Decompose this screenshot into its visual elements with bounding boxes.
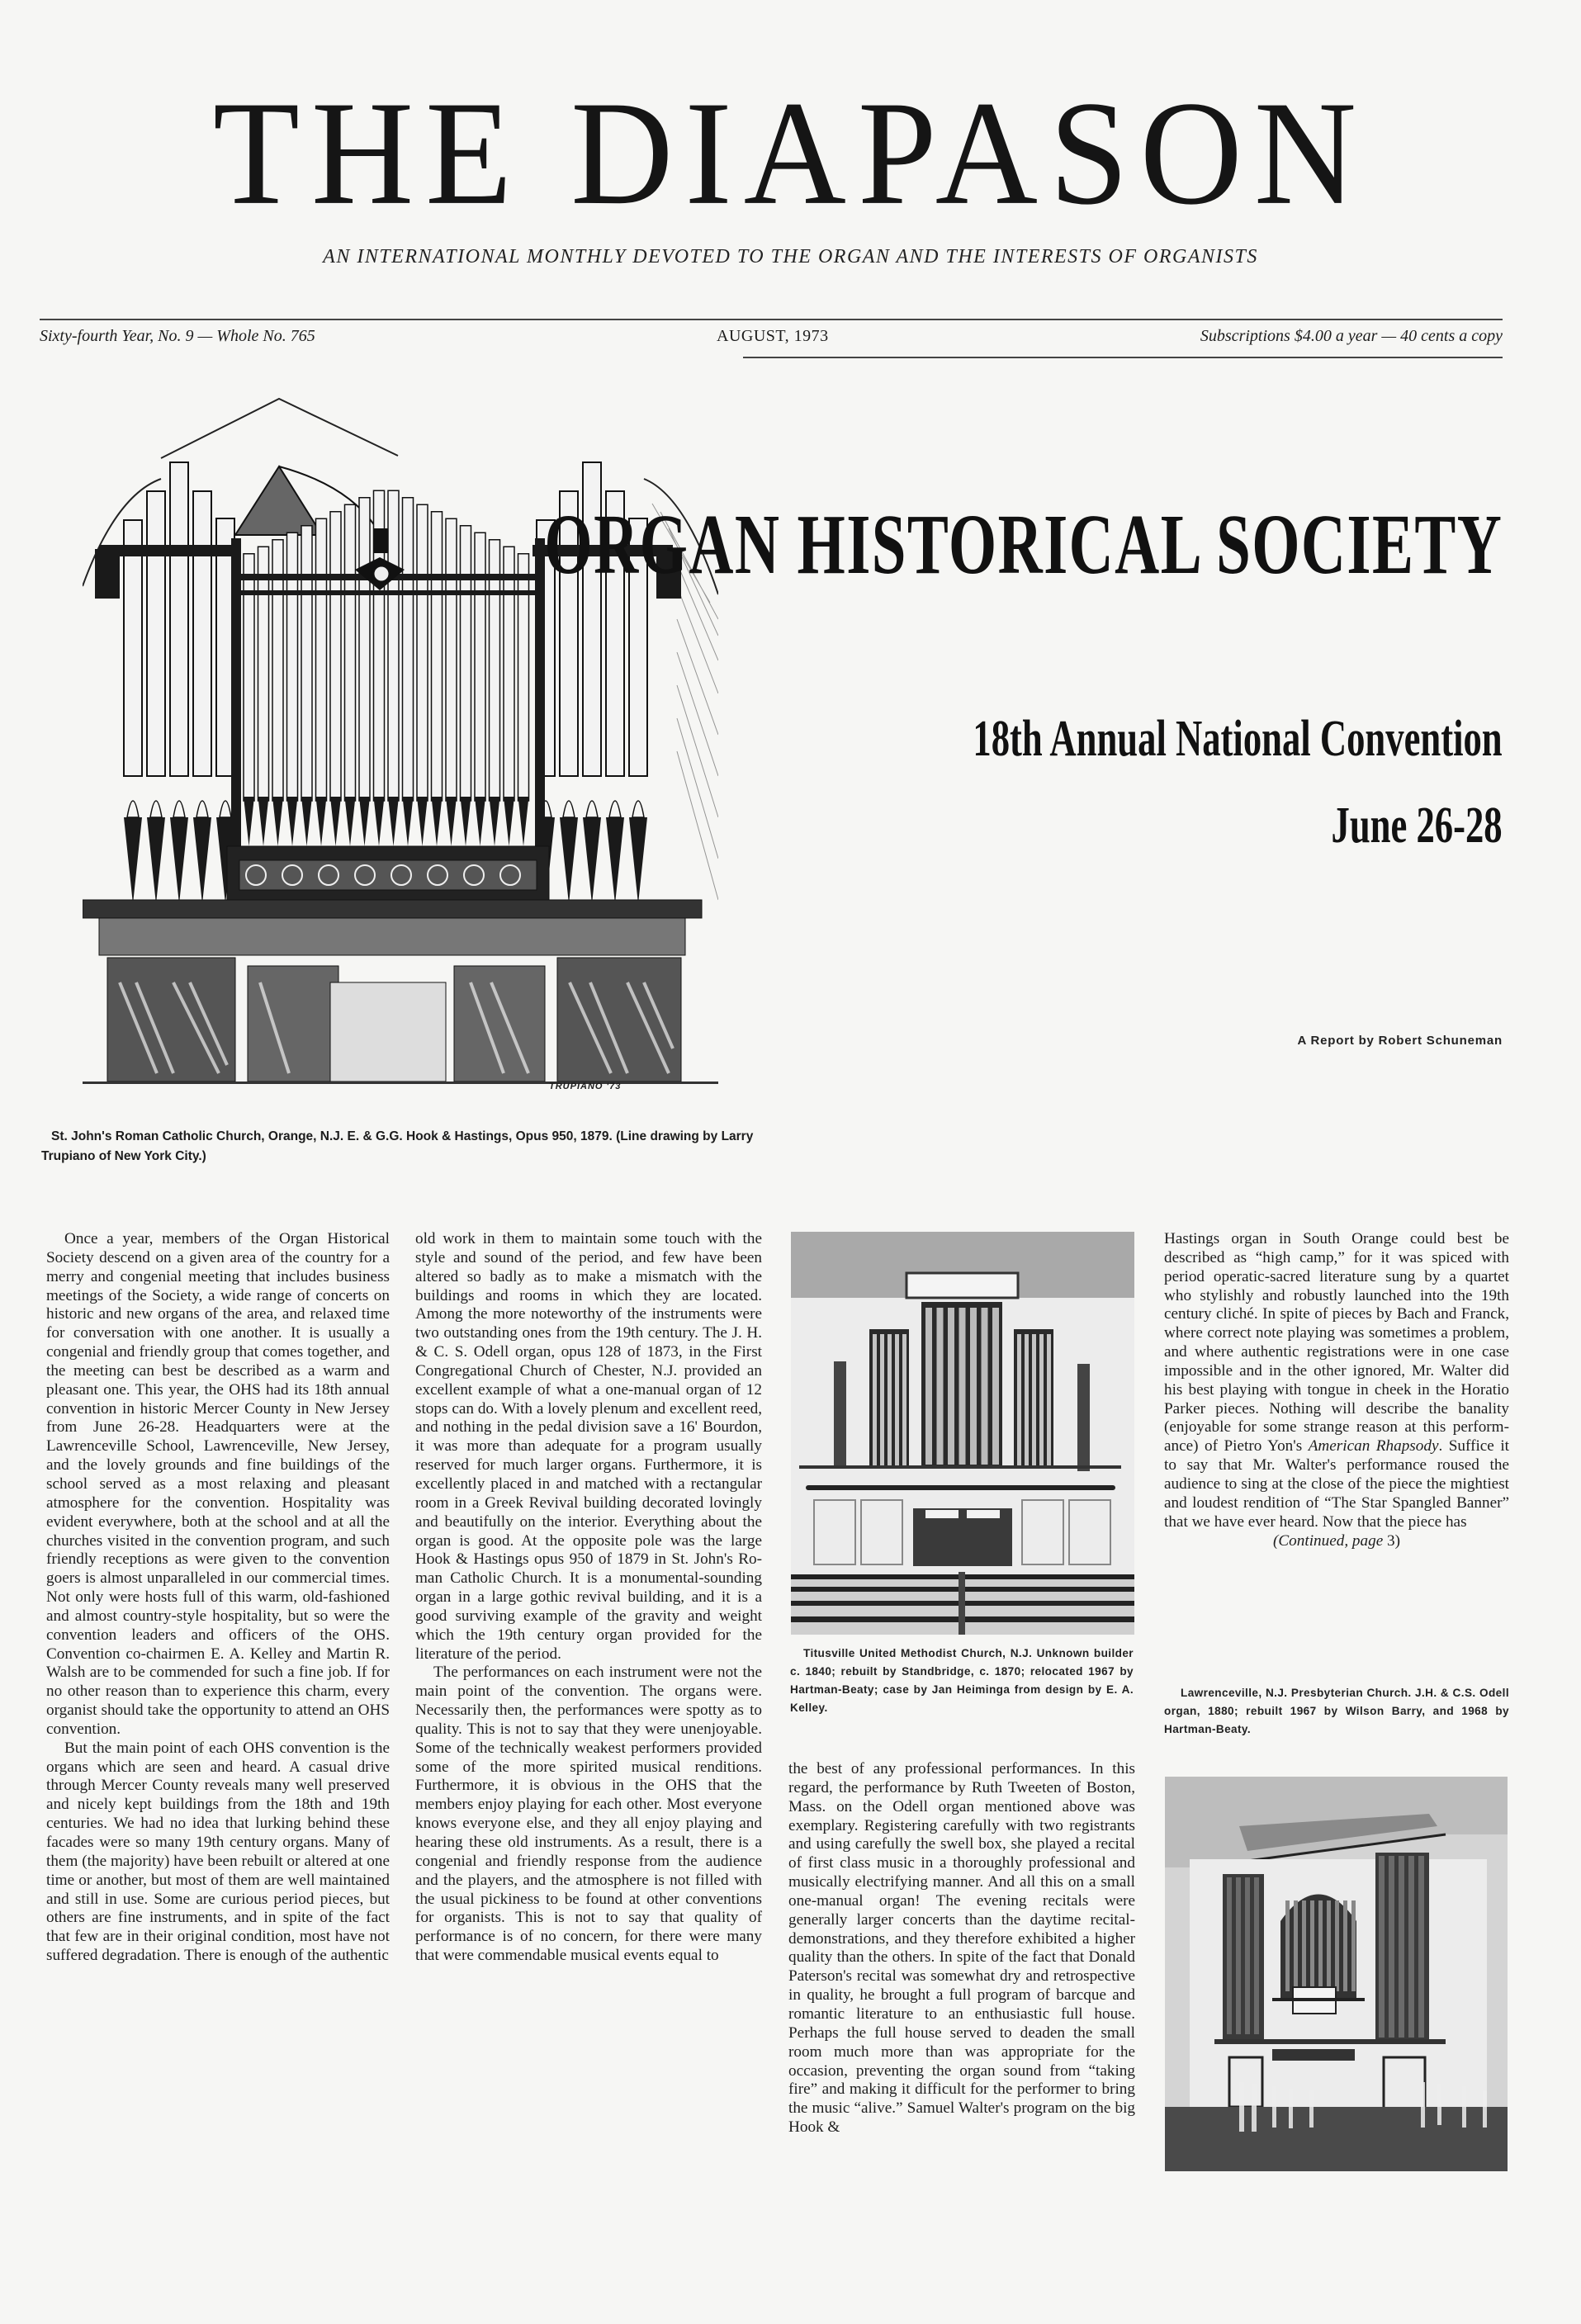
pipe bbox=[1032, 1334, 1036, 1466]
pipe bbox=[959, 1308, 966, 1465]
pipe bbox=[1318, 1900, 1323, 1991]
pipe-foot bbox=[475, 797, 485, 846]
headline-subtitle: 18th Annual National Convention bbox=[973, 711, 1503, 767]
pipe bbox=[461, 526, 471, 801]
pipe bbox=[446, 518, 457, 801]
pipe-foot bbox=[359, 797, 370, 846]
pipe-foot bbox=[124, 817, 142, 904]
issue-info-row bbox=[40, 327, 1503, 352]
drawing-signature: TRUPIANO '73 bbox=[549, 1082, 622, 1091]
article-column-3 bbox=[788, 1760, 1135, 2137]
continued-jump-link[interactable]: (Continued, page 3) bbox=[1272, 1531, 1400, 1550]
pipe bbox=[1227, 1877, 1232, 2034]
pipe-foot bbox=[147, 817, 165, 904]
pipe bbox=[1327, 1900, 1331, 1991]
paragraph: the best of any professional performances. In this regard, the performance by Ruth Tweeten of Boston, Mass. on the Odell organ mentioned above was exemplary. Registering carefully with two registrants and using carefully the swell box, she played a recital of first class music in a thoroughly professional and musically electrifying manner. And all this on a small one-manual organ! The evening recitals were generally larger concerts than the daytime recital-demonstrations, and they therefore exhibited a higher quality than the others. In spite of the fact that Donald Paterson's recital was somewhat dry and retrospective in quality, he brought a full program of barcque and romantic literature to an enthusiastic full house. Perhaps the full house served to deaden the small room much more than was appropriate for the occasion, preventing the organ sound from “taking fire” and making it difficult for the performer to bring the music “alive.” Samuel Walter's program on the big Hook & bbox=[788, 1760, 1135, 2137]
pipe bbox=[895, 1334, 899, 1466]
photo-caption-titusville: Titusville United Methodist Church, N.J. Unknown builder c. 1840; rebuilt by Standbridge, c. 1870; relocated 1967 by Hartman-Beaty; case by Jan Heiminga from design by E. A. Kelley. bbox=[790, 1647, 1134, 1714]
pipe bbox=[124, 520, 142, 776]
pipe bbox=[1379, 1856, 1385, 2038]
pipe bbox=[193, 491, 211, 776]
pipe bbox=[417, 504, 428, 801]
pipe-foot bbox=[560, 817, 578, 904]
pipe-foot bbox=[432, 797, 443, 846]
pipe bbox=[170, 462, 188, 776]
photo-lawrenceville-organ bbox=[1165, 1777, 1508, 2171]
pipe bbox=[316, 518, 327, 801]
pipe-mouth bbox=[196, 801, 208, 817]
pipe bbox=[1302, 1900, 1306, 1991]
ground-line bbox=[83, 1082, 718, 1084]
pipe-foot bbox=[461, 797, 471, 846]
pipe-foot bbox=[272, 797, 283, 846]
paragraph: Hastings organ in South Orange could best be described as “high camp,” for it was spiced with period operatic-sacred literature sung by a quartet who stylishly and robustly launched into the 19th century cliché. In spite of pieces by Bach and Franck, where correct note playing was sometimes a problem, and where authentic registrations were in one case impossible and in the other ignored, Mr. Walter did his best playing with tongue in cheek in the Horatio Parker pieces. Nothing will describe the banality (enjoyable for some strange reason at this performance) of Pietro Yon's American Rhapsody. Suffice it to say that Mr. Walter's performance roused the audience to sing at the close of the piece the mightiest and loudest rendition of “The Star Spangled Banner” that we have ever heard. Now that the piece has bbox=[1164, 1230, 1509, 1531]
pipe-mouth bbox=[127, 801, 139, 817]
pipe-foot bbox=[316, 797, 327, 846]
work-title: American Rhapsody bbox=[1308, 1437, 1439, 1455]
pipe bbox=[287, 532, 298, 801]
pipe bbox=[504, 547, 514, 801]
pipe bbox=[982, 1308, 988, 1465]
issue-date: AUGUST, 1973 bbox=[717, 327, 829, 345]
organ-base bbox=[83, 900, 702, 1082]
pipe bbox=[1408, 1856, 1414, 2038]
pipe bbox=[1399, 1856, 1404, 2038]
pipe-mouth bbox=[173, 801, 185, 817]
pipe bbox=[1254, 1877, 1259, 2034]
pipe-foot bbox=[446, 797, 457, 846]
pipe bbox=[1245, 1877, 1250, 2034]
masthead-rule-bottom bbox=[743, 357, 1503, 358]
pipe bbox=[1236, 1877, 1241, 2034]
pipe bbox=[1285, 1900, 1290, 1991]
pipe-mouth bbox=[609, 801, 621, 817]
photo-titusville-organ bbox=[791, 1232, 1134, 1635]
pipe-foot bbox=[258, 797, 269, 846]
pipe-foot bbox=[583, 817, 601, 904]
pipe-mouth bbox=[632, 801, 644, 817]
headline-dates: June 26-28 bbox=[1331, 798, 1503, 854]
masthead-rule-top bbox=[40, 319, 1503, 320]
continued-page-number: 3) bbox=[1387, 1531, 1400, 1550]
pipe bbox=[1351, 1900, 1356, 1991]
pipe bbox=[873, 1334, 877, 1466]
pipe-foot bbox=[193, 817, 211, 904]
paragraph: The performances on each instrument were not the main point of the convention. The organs were. Necessarily then, the performances were spotty as to quality. This is not to say that they were unenjoyable. Some of the technically weakest performers provided some of the more spirited musical renditions. Furthermore, it is obvious in the OHS that the members enjoy playing for each other. Most everyone knows everyone else, and they all enjoy playing and hearing these old instruments. As a result, there is a congenial and friendly response from the audience and the players, and the atmosphere is not filled with the usual pickiness to be found at other conventions for organists. This is not to say that quality of performance is of no concern, for there were many that were commendable musical events equal to bbox=[415, 1664, 762, 1965]
pipe bbox=[970, 1308, 977, 1465]
paragraph: But the main point of each OHS convention is the organs which are seen and heard. A casual drive through Mercer County reveals many well preserved and nicely kept buildings from the 18th and 19th centuries. We had no idea that lurking behind these facades were so many 19th century organs. Many of them (the majority) have been rebuilt or altered at one time or another, but most of them are well maintained and still in use. Some are curious period pieces, but others are fine instruments, and in spite of the fact that few are in their original condition, most have not suffered degradation. There is enough of the authentic bbox=[46, 1739, 390, 1965]
pipe bbox=[1039, 1334, 1044, 1466]
pipe bbox=[992, 1308, 999, 1465]
pipe-foot bbox=[388, 797, 399, 846]
pipe bbox=[388, 490, 399, 801]
article-column-2 bbox=[415, 1230, 762, 1966]
pipe-foot bbox=[170, 817, 188, 904]
pipe bbox=[330, 512, 341, 801]
paragraph: Once a year, members of the Organ Historical Society descend on a given area of the country for a merry and congenial meeting that includes business meetings of the Society, a wide range of concerts on historic and new organs of the area, and relaxed time for conversation with one another. It is usually a congenial and friendly group that comes together, and the meeting can best be described as a warm and pleasant one. This year, the OHS had its 18th annual convention in historic Mercer County in New Jersey from June 26-28. Headquarters were at the Lawrenceville School, Lawrenceville, New Jersey, and the lovely grounds and fine buildings of the school served as a most relaxing and pleasant atmosphere for the convention. Hospitality was evident everywhere, both at the school and at all the churches visited in the convention program, and such friendly receptions as were given to the convention goers is almost unparalleled in our commercial times. Not only were hosts full of this warm, old-fashioned and almost country-style hospitality, but so were the convention leaders and officers of the OHS. Convention co-chairmen E. A. Kelley and Martin R. Walsh are to be commended for such a fine job. If for no other reason than to experience this charm, every organist should take the opportunity to attend an OHS convention. bbox=[46, 1230, 390, 1738]
masthead-tagline: AN INTERNATIONAL MONTHLY DEVOTED TO THE ORGAN AND THE INTERESTS OF ORGANISTS bbox=[323, 246, 1258, 267]
pipe-foot bbox=[330, 797, 341, 846]
pipe bbox=[258, 547, 269, 801]
pipe bbox=[359, 498, 370, 801]
pipe-foot bbox=[504, 797, 514, 846]
paragraph: old work in them to maintain some touch with the style and sound of the period, and few have been altered so badly as to make a mismatch with the buildings and rooms in which they are located. Among the more noteworthy of the instruments were two outstanding ones from the 19th century. The J. H. & C. S. Odell organ, opus 128 of 1873, in the First Congregational Church of Chester, N.J. provided an excellent example of what a one-manual organ of 12 stops can do. With a lovely plenum and excellent reed, and nothing in the pedal division save a 16' Bourdon, it was more than adequate for a program usually reserved for much larger organs. Furthermore, it is excellently placed in and matched with a rectangular room in a Greek Revival building decorated lovingly and beautifully on the interior. Everything about the organ is good. At the opposite pole was the large Hook & Hastings opus 950 of 1879 in St. John's Roman Catholic Church. It is a monumental-sounding organ in a large gothic revival building, and it is a good surviving example of the gravity and weight which the 19th century organ provided for the literature of the period. bbox=[415, 1230, 762, 1663]
headline-main: ORGAN HISTORICAL SOCIETY bbox=[544, 497, 1503, 592]
pipe-foot bbox=[518, 797, 529, 846]
pipe bbox=[937, 1308, 944, 1465]
pipe bbox=[948, 1308, 954, 1465]
masthead-title: THE DIAPASON bbox=[212, 71, 1369, 236]
article-column-1 bbox=[46, 1230, 390, 1966]
pipe bbox=[1418, 1856, 1424, 2038]
pipe bbox=[902, 1334, 906, 1466]
pipe-foot bbox=[287, 797, 298, 846]
pipe-foot bbox=[629, 817, 647, 904]
pipe bbox=[475, 532, 485, 801]
organ-line-drawing bbox=[83, 388, 718, 1098]
pipe bbox=[1310, 1900, 1314, 1991]
pipe bbox=[1343, 1900, 1347, 1991]
pipe bbox=[432, 512, 443, 801]
pipe bbox=[301, 526, 312, 801]
pipe bbox=[925, 1308, 932, 1465]
photo-caption-lawrenceville: Lawrenceville, N.J. Presbyterian Church. J.H. & C.S. Odell organ, 1880; rebuilt 1967 by Wilson Barry, and 1968 by Hartman-Beaty. bbox=[1164, 1687, 1509, 1735]
pipe bbox=[888, 1334, 892, 1466]
pipe-mouth bbox=[150, 801, 162, 817]
pipe bbox=[1025, 1334, 1029, 1466]
pipe-foot bbox=[301, 797, 312, 846]
subscription-price: Subscriptions $4.00 a year — 40 cents a copy bbox=[1200, 327, 1503, 345]
pipe-foot bbox=[244, 797, 254, 846]
pipe bbox=[147, 491, 165, 776]
pipe-foot bbox=[417, 797, 428, 846]
pipe-mouth bbox=[563, 801, 575, 817]
pipe bbox=[1294, 1900, 1298, 1991]
pipe bbox=[1047, 1334, 1051, 1466]
issue-number: Sixty-fourth Year, No. 9 — Whole No. 765 bbox=[40, 327, 315, 345]
pipe bbox=[345, 504, 356, 801]
pipe-mouth bbox=[586, 801, 598, 817]
pipe-foot bbox=[490, 797, 500, 846]
pipe-foot bbox=[374, 797, 385, 846]
pipe bbox=[1335, 1900, 1339, 1991]
pipe bbox=[403, 498, 414, 801]
byline: A Report by Robert Schuneman bbox=[1297, 1034, 1503, 1048]
pipe-mouth bbox=[220, 801, 231, 817]
pipe bbox=[1389, 1856, 1394, 2038]
article-column-4 bbox=[1164, 1230, 1509, 1550]
drawing-caption: St. John's Roman Catholic Church, Orange, N.J. E. & G.G. Hook & Hastings, Opus 950, 1879. (Line drawing by Larry Trupiano of New York City.) bbox=[41, 1129, 754, 1163]
pipe-foot bbox=[403, 797, 414, 846]
pipe bbox=[1017, 1334, 1021, 1466]
pipe-foot bbox=[345, 797, 356, 846]
pipe-foot bbox=[606, 817, 624, 904]
pipe bbox=[880, 1334, 884, 1466]
